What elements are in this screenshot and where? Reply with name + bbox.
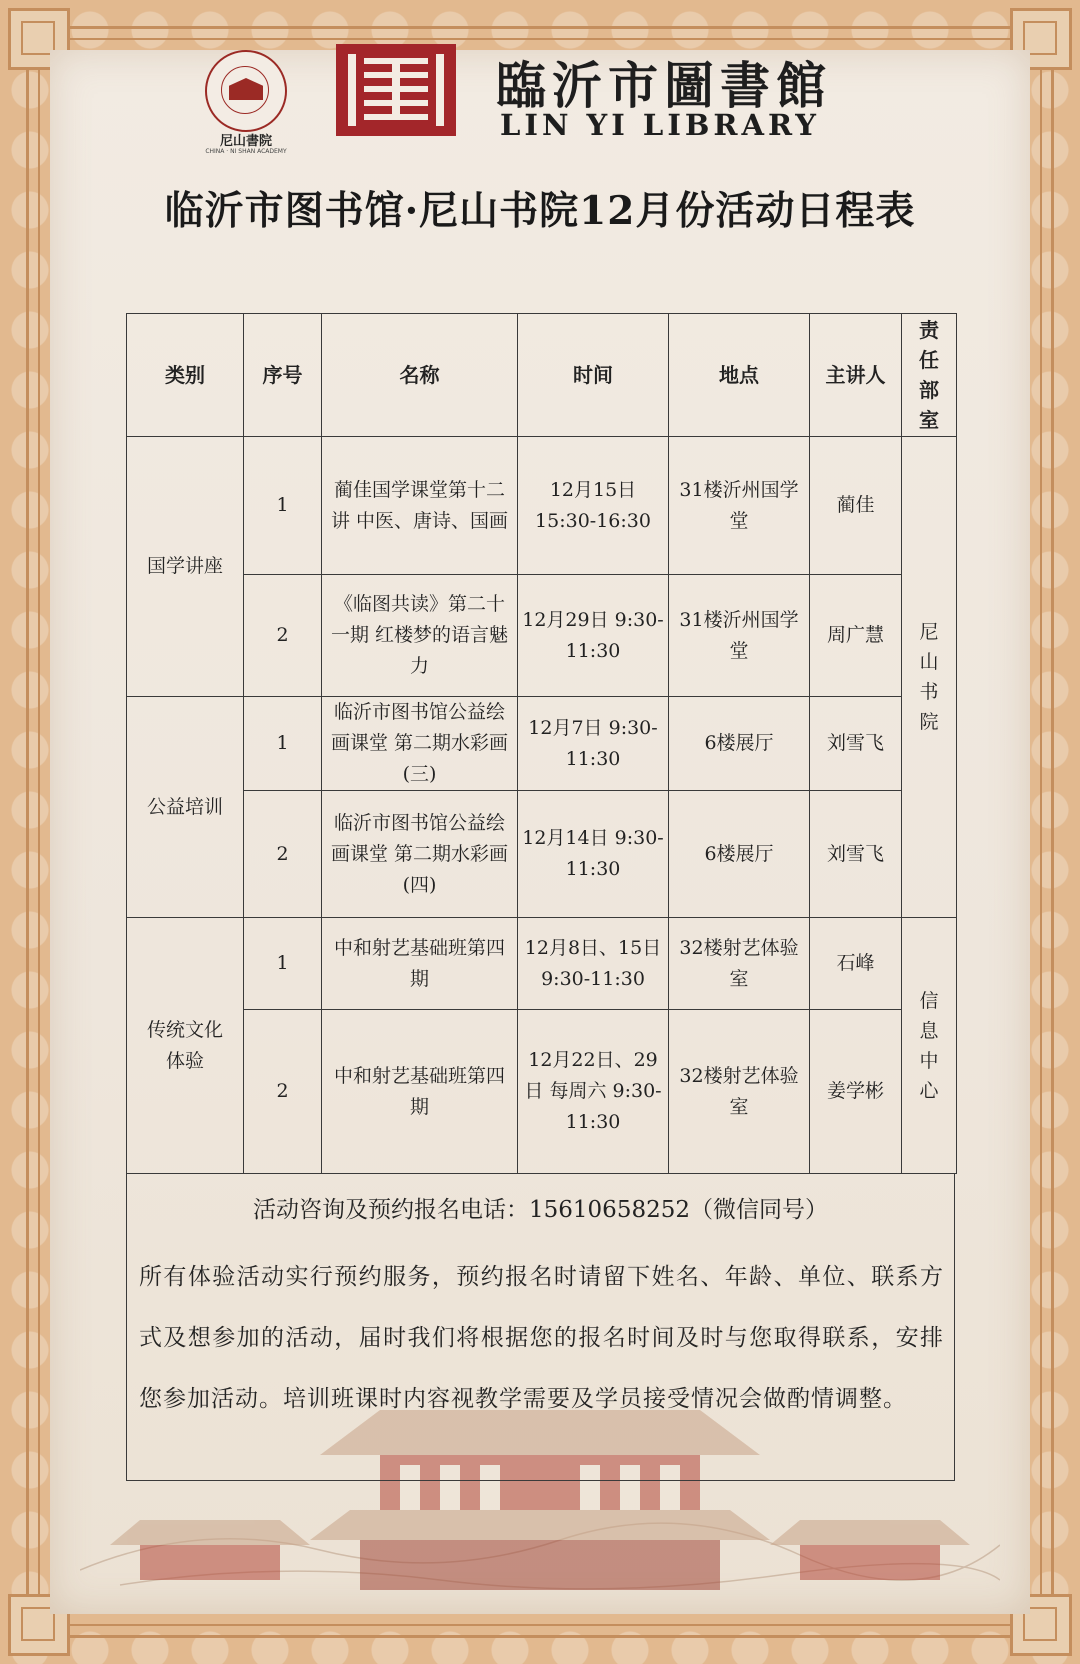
place-cell: 6楼展厅 — [669, 697, 810, 791]
place-cell: 32楼射艺体验室 — [669, 1010, 810, 1174]
time-cell: 12月29日 9:30-11:30 — [518, 575, 669, 697]
table-row — [127, 437, 957, 575]
table-row — [127, 575, 957, 697]
time-cell: 12月22日、29日 每周六 9:30-11:30 — [518, 1010, 669, 1174]
seq-cell: 1 — [244, 697, 322, 791]
notice-box — [126, 1173, 955, 1481]
speaker-cell: 蔺佳 — [810, 437, 902, 575]
place-cell: 6楼展厅 — [669, 791, 810, 918]
contact-phone-line: 活动咨询及预约报名电话：15610658252（微信同号） — [253, 1197, 828, 1223]
academy-subtitle: CHINA · NI SHAN ACADEMY — [205, 148, 287, 155]
library-logo-icon — [336, 44, 456, 136]
library-name-cn: 臨沂市圖書館 — [496, 56, 832, 115]
name-cell: 临沂市图书馆公益绘画课堂 第二期水彩画(四) — [322, 791, 518, 918]
header-seq: 序号 — [244, 314, 322, 437]
category-cell: 传统文化体验 — [127, 918, 244, 1174]
dept-cell: 尼山书院 — [902, 437, 957, 918]
library-name-en: LIN YI LIBRARY — [500, 108, 820, 142]
place-cell: 31楼沂州国学堂 — [669, 437, 810, 575]
header-name: 名称 — [322, 314, 518, 437]
time-cell: 12月8日、15日 9:30-11:30 — [518, 918, 669, 1010]
seq-cell: 1 — [244, 437, 322, 575]
speaker-cell: 刘雪飞 — [810, 697, 902, 791]
table-header-row — [127, 314, 957, 437]
place-cell: 32楼射艺体验室 — [669, 918, 810, 1010]
table-row — [127, 1010, 957, 1174]
time-cell: 12月7日 9:30-11:30 — [518, 697, 669, 791]
seq-cell: 2 — [244, 1010, 322, 1174]
header-time: 时间 — [518, 314, 669, 437]
page-title: 临沂市图书馆·尼山书院12月份活动日程表 — [164, 188, 916, 234]
name-cell: 中和射艺基础班第四期 — [322, 918, 518, 1010]
name-cell: 临沂市图书馆公益绘画课堂 第二期水彩画(三) — [322, 697, 518, 791]
speaker-cell: 刘雪飞 — [810, 791, 902, 918]
nishan-academy-logo — [205, 50, 287, 155]
seq-cell: 2 — [244, 575, 322, 697]
table-row — [127, 697, 957, 791]
dept-cell: 信息中心 — [902, 918, 957, 1174]
schedule-table — [126, 313, 957, 1174]
seq-cell: 2 — [244, 791, 322, 918]
speaker-cell: 周广慧 — [810, 575, 902, 697]
name-cell: 蔺佳国学课堂第十二讲 中医、唐诗、国画 — [322, 437, 518, 575]
academy-name: 尼山書院 — [219, 134, 272, 149]
category-cell: 国学讲座 — [127, 437, 244, 697]
academy-seal-ring — [205, 50, 287, 132]
header-category: 类别 — [127, 314, 244, 437]
category-cell: 公益培训 — [127, 697, 244, 918]
time-cell: 12月14日 9:30-11:30 — [518, 791, 669, 918]
header-dept: 责任部室 — [902, 314, 957, 437]
name-cell: 中和射艺基础班第四期 — [322, 1010, 518, 1174]
seq-cell: 1 — [244, 918, 322, 1010]
speaker-cell: 石峰 — [810, 918, 902, 1010]
header-speaker: 主讲人 — [810, 314, 902, 437]
notice-body: 所有体验活动实行预约服务，预约报名时请留下姓名、年龄、单位、联系方式及想参加的活动，届时我们将根据您的报名时间及时与您取得联系，安排您参加活动。培训班课时内容视教学需要及学员接受情况会做酌情调整。 — [139, 1264, 944, 1412]
place-cell: 31楼沂州国学堂 — [669, 575, 810, 697]
time-cell: 12月15日 15:30-16:30 — [518, 437, 669, 575]
table-row — [127, 918, 957, 1010]
table-row — [127, 791, 957, 918]
header-place: 地点 — [669, 314, 810, 437]
name-cell: 《临图共读》第二十一期 红楼梦的语言魅力 — [322, 575, 518, 697]
speaker-cell: 姜学彬 — [810, 1010, 902, 1174]
